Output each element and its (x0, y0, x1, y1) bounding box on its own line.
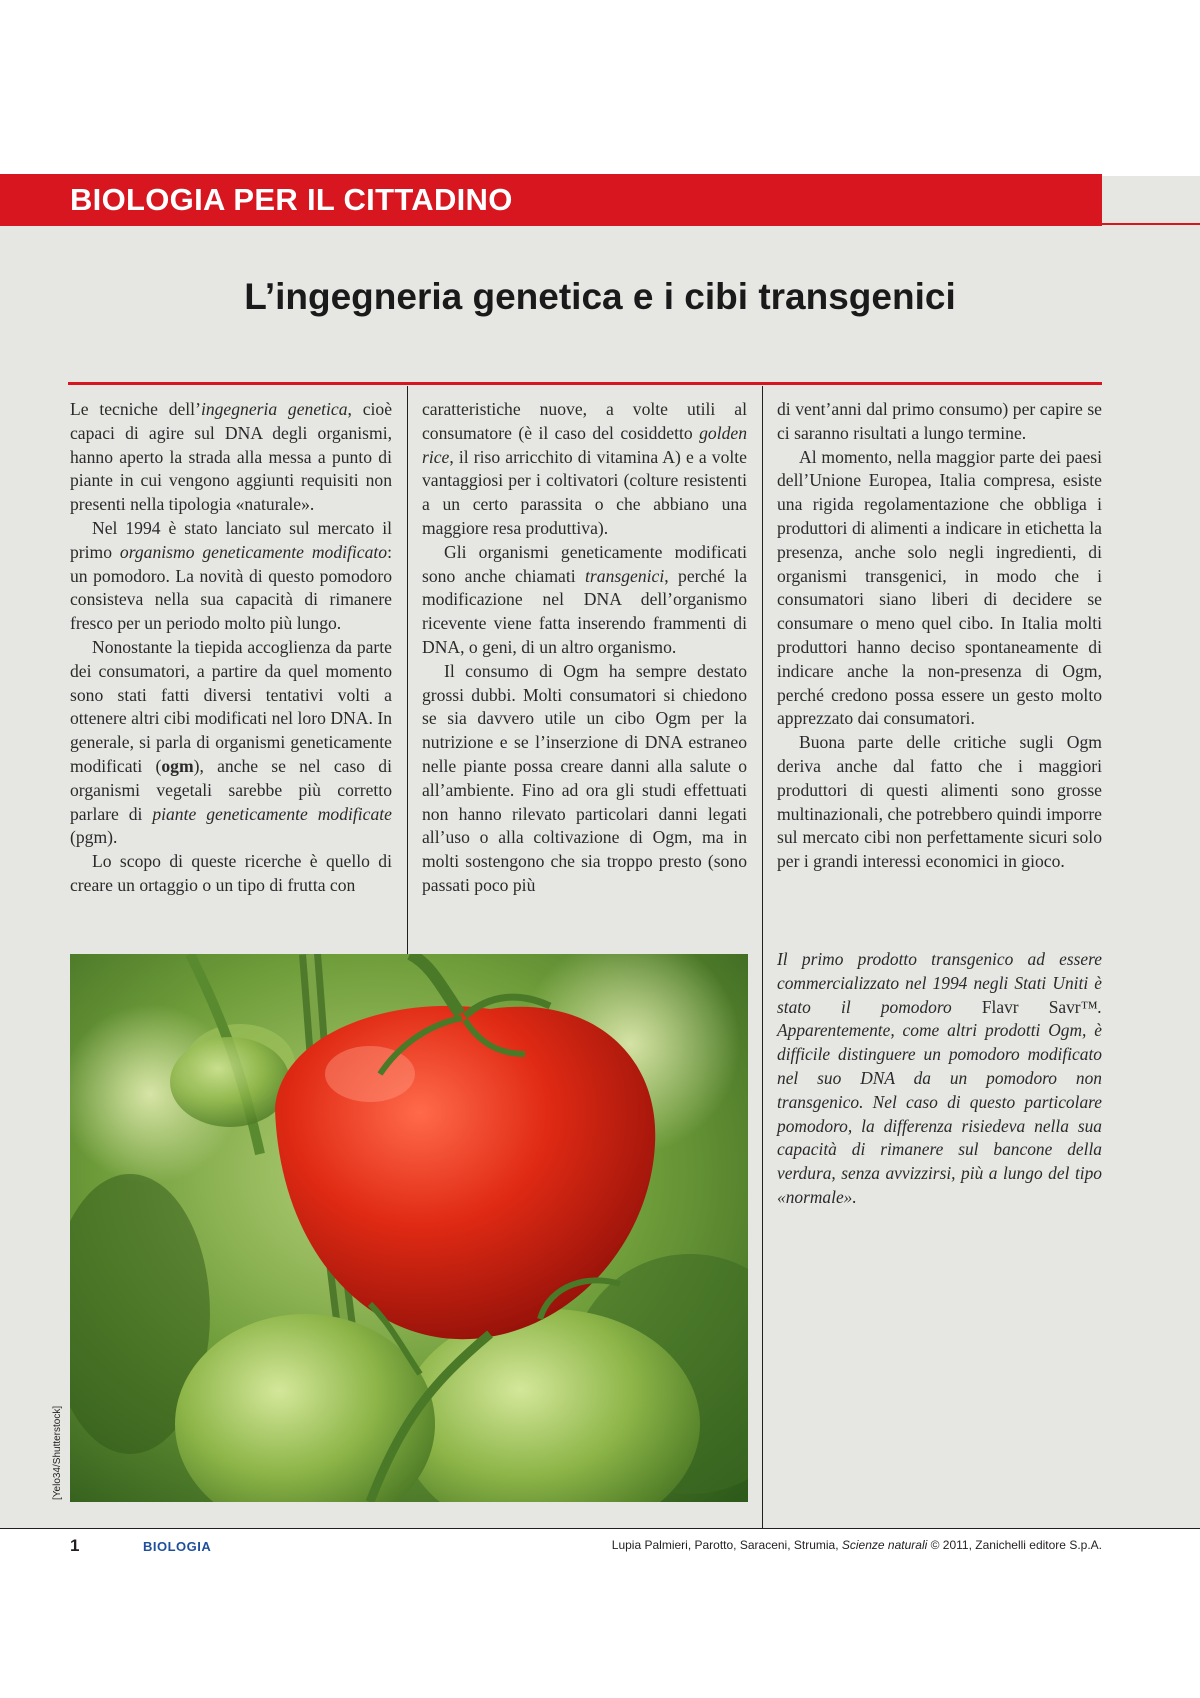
photo-caption: Il primo prodotto transgenico ad essere commercializzato nel 1994 negli Stati Uniti è stato il pomodoro Flavr Savr™. Apparentemente, come altri prodotti Ogm, è difficile distinguere un pomodoro modificato nel suo DNA da un pomodoro non transgenico. Nel caso di questo particolare pomodoro, la differenza risiedeva nella sua capacità di rimanere sul bancone della verdura, senza avvizzirsi, più a lungo del tipo «normale». (777, 949, 1102, 1207)
section-banner-title: BIOLOGIA PER IL CITTADINO (70, 182, 513, 217)
paragraph: di vent’anni dal primo consumo) per capire se ci saranno risultati a lungo termine. (777, 399, 1102, 443)
paragraph: Nonostante la tiepida accoglienza da parte dei consumatori, a partire da quel momento sono stati fatti diversi tentativi volti a ottenere altri cibi modificati nel loro DNA. In generale, si parla di organismi geneticamente modificati (ogm), anche se nel caso di organismi vegetali sarebbe più corretto parlare di piante geneticamente modificate (pgm). (70, 636, 392, 848)
footer-subject: BIOLOGIA (143, 1539, 212, 1554)
article-title: L’ingegneria genetica e i cibi transgenici (244, 276, 956, 317)
article-column-3 (777, 398, 1102, 874)
column-divider (407, 386, 408, 954)
article-column-1 (70, 398, 392, 898)
paragraph: Nel 1994 è stato lanciato sul mercato il primo organismo geneticamente modificato: un pomodoro. La novità di questo pomodoro consisteva nella sua capacità di rimanere fresco per un periodo molto più lungo. (70, 517, 392, 634)
page-number: 1 (70, 1536, 80, 1555)
paragraph: Buona parte delle critiche sugli Ogm deriva anche dal fatto che i maggiori produttori di questi alimenti sono grosse multinazionali, che potrebbero quindi imporre sul mercato cibi non perfettamente sicuri solo per i grandi interessi economici in gioco. (777, 732, 1102, 872)
photo-credit: [Yelo34/Shutterstock] (52, 1405, 63, 1500)
tomato-photo (70, 954, 748, 1502)
title-divider (68, 382, 1102, 385)
banner-rule (1102, 223, 1200, 225)
column-divider (762, 386, 763, 1528)
paragraph: Al momento, nella maggior parte dei paesi dell’Unione Europea, Italia compresa, esiste una rigida regolamentazione che obbliga i produttori di alimenti a indicare in etichetta la presenza, anche solo negli ingredienti, di organismi transgenici, in modo che i consumatori siano liberi di decidere se consumare o meno quel cibo. In Italia molti produttori hanno deciso spontaneamente di indicare anche la non-presenza di Ogm, perché credono possa essere un gesto molto apprezzato dai consumatori. (777, 446, 1102, 729)
tomato-illustration (70, 954, 748, 1502)
footer-divider (0, 1528, 1200, 1529)
footer-credits: Lupia Palmieri, Parotto, Saraceni, Strumia, Scienze naturali © 2011, Zanichelli editore S.p.A. (611, 1538, 1102, 1552)
paragraph: Le tecniche dell’ingegneria genetica, cioè capaci di agire sul DNA degli organismi, hanno aperto la strada alla messa a punto di piante in cui vengono aggiunti requisiti non presenti nella tipologia «naturale». (70, 399, 392, 515)
paragraph: Lo scopo di queste ricerche è quello di creare un ortaggio o un tipo di frutta con (70, 851, 392, 895)
paragraph: caratteristiche nuove, a volte utili al consumatore (è il caso del cosiddetto golden rice, il riso arricchito di vitamina A) e a volte vantaggiosi per i coltivatori (colture resistenti a un certo parassita o che abbiano una maggiore resa produttiva). (422, 399, 747, 538)
article-column-2 (422, 398, 747, 898)
paragraph: Il consumo di Ogm ha sempre destato grossi dubbi. Molti consumatori si chiedono se sia davvero utile un cibo Ogm per la nutrizione e se l’inserzione di DNA estraneo nelle piante possa creare danni alla salute o all’ambiente. Fino ad ora gli studi effettuati non hanno rilevato particolari danni legati all’uso o alla coltivazione di Ogm, ma in molti sostengono che sia troppo presto (sono passati poco più (422, 660, 747, 895)
paragraph: Gli organismi geneticamente modificati sono anche chiamati transgenici, perché la modificazione nel DNA dell’organismo ricevente viene fatta inserendo frammenti di DNA, o geni, di un altro organismo. (422, 541, 747, 657)
